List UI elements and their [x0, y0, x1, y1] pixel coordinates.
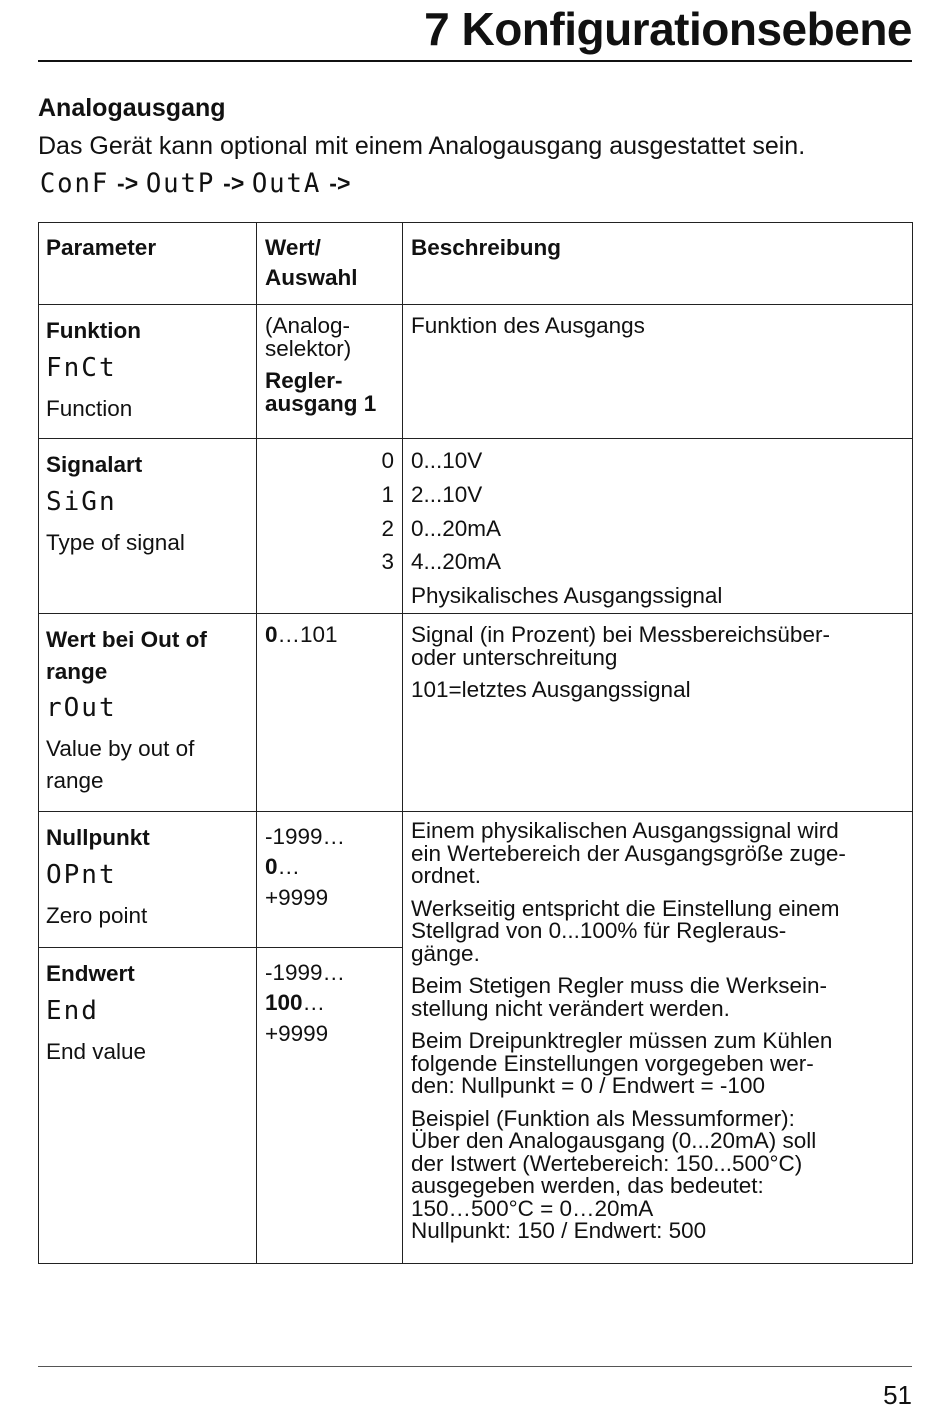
param-code: FnCt [46, 352, 117, 383]
param-english: Type of signal [46, 529, 185, 555]
param-name: Endwert [46, 961, 135, 986]
range-max: +9999 [265, 884, 329, 910]
description-line: 150…500°C = 0…20mA [411, 1195, 654, 1221]
shared-description-cell [403, 812, 913, 1264]
table-header-row [39, 223, 913, 305]
range-default: 0 [265, 854, 278, 880]
description-cell [403, 439, 913, 614]
value-line: (Analog- [265, 313, 351, 338]
description-line: Über den Analogausgang (0...20mA) soll [411, 1128, 817, 1153]
header-value-line1: Wert/ [265, 235, 321, 260]
value-cell [257, 614, 403, 812]
description-line: Stellgrad von 0...100% für Regleraus- [411, 918, 787, 943]
value-cell [257, 305, 403, 439]
signal-value: 3 [381, 549, 394, 575]
param-code: rOut [46, 693, 117, 723]
param-name: Nullpunkt [46, 825, 150, 850]
range-min: -1999… [265, 960, 346, 985]
range-min: -1999… [265, 824, 346, 849]
param-cell [39, 614, 257, 812]
description-line: Nullpunkt: 150 / Endwert: 500 [411, 1218, 707, 1243]
description-cell [403, 614, 913, 812]
param-english: Function [46, 395, 133, 421]
range-default-line [265, 852, 394, 882]
description-line: den: Nullpunkt = 0 / Endwert = -100 [411, 1073, 765, 1098]
range-default: 100 [265, 990, 303, 1016]
param-english: range [46, 767, 104, 793]
parameter-table [38, 222, 913, 1264]
range-ellipsis: … [302, 990, 326, 1016]
param-english: Zero point [46, 902, 148, 928]
description-line: ordnet. [411, 863, 482, 888]
range-ellipsis: … [277, 854, 301, 880]
param-name: Wert bei Out of [46, 627, 207, 652]
signal-description: Physikalisches Ausgangssignal [411, 583, 723, 608]
description-line: ein Wertebereich der Ausgangsgröße zuge- [411, 840, 846, 866]
value-cell [257, 439, 403, 614]
header-divider [38, 60, 912, 62]
param-code: SiGn [46, 486, 117, 517]
page-number: 51 [883, 1380, 912, 1410]
menu-arrow: -> [329, 170, 351, 196]
value-cell [257, 812, 403, 948]
signal-value: 1 [381, 481, 394, 507]
signal-option-label: 0...10V [411, 448, 483, 473]
description-line: ausgegeben werden, das bedeutet: [411, 1173, 764, 1198]
signal-value: 2 [381, 515, 394, 541]
description-line: gänge. [411, 940, 480, 966]
signal-value: 0 [381, 448, 394, 473]
header-value [257, 223, 403, 305]
param-cell [39, 439, 257, 614]
menu-path [38, 168, 350, 199]
description-line: Einem physikalischen Ausgangssignal wird [411, 818, 839, 843]
description-line: stellung nicht verändert werden. [411, 995, 730, 1021]
description-line: Signal (in Prozent) bei Messbereichsüber- [411, 622, 830, 647]
param-name: Funktion [46, 318, 141, 343]
chapter-title: 7 Konfigurationsebene [424, 3, 912, 55]
param-name: range [46, 658, 108, 684]
signal-option-label: 0...20mA [411, 515, 502, 541]
description-line: Beispiel (Funktion als Messumformer): [411, 1105, 795, 1131]
header-description: Beschreibung [403, 223, 913, 305]
footer-divider [38, 1366, 912, 1367]
description-cell: Funktion des Ausgangs [403, 305, 913, 439]
param-cell [39, 812, 257, 948]
header-value-line2: Auswahl [265, 265, 358, 291]
signal-option-label: 2...10V [411, 481, 483, 507]
value-line: selektor) [265, 335, 352, 361]
table-row-out-of-range [39, 614, 913, 812]
table-row-signal [39, 439, 913, 614]
menu-code-outa: OutA [252, 168, 322, 199]
description-line: 101=letztes Ausgangssignal [411, 677, 691, 702]
menu-code-conf: ConF [39, 168, 110, 199]
param-name: Signalart [46, 452, 143, 477]
menu-arrow: -> [117, 170, 139, 196]
signal-option-label: 4...20mA [411, 549, 502, 575]
description-line: folgende Einstellungen vorgegeben wer- [411, 1050, 814, 1076]
description-line: oder unterschreitung [411, 644, 618, 670]
param-english: Value by out of [46, 736, 195, 761]
param-code: End [46, 995, 99, 1026]
value-default: ausgang 1 [265, 390, 377, 416]
param-english: End value [46, 1038, 147, 1064]
description-line: Beim Dreipunktregler müssen zum Kühlen [411, 1028, 833, 1053]
header-parameter: Parameter [39, 223, 257, 305]
table-row-zero-point [39, 812, 913, 948]
description-line: Werkseitig entspricht die Einstellung einem [411, 895, 840, 921]
param-cell [39, 305, 257, 439]
range-max: +9999 [265, 1020, 329, 1046]
param-code: OPnt [46, 859, 117, 890]
section-title: Analogausgang [38, 94, 226, 122]
value-cell [257, 948, 403, 1264]
menu-arrow: -> [223, 170, 245, 196]
range-default-line [265, 988, 394, 1018]
value-range: …101 [277, 622, 338, 647]
menu-code-outp: OutP [145, 168, 216, 199]
table-row-function [39, 305, 913, 439]
value-default: Regler- [265, 368, 343, 393]
param-cell [39, 948, 257, 1264]
description-line: der Istwert (Wertebereich: 150...500°C) [411, 1150, 803, 1176]
value-default: 0 [265, 622, 278, 647]
intro-text: Das Gerät kann optional mit einem Analogausgang ausgestattet sein. [38, 132, 806, 160]
description-line: Beim Stetigen Regler muss die Werksein- [411, 973, 827, 998]
